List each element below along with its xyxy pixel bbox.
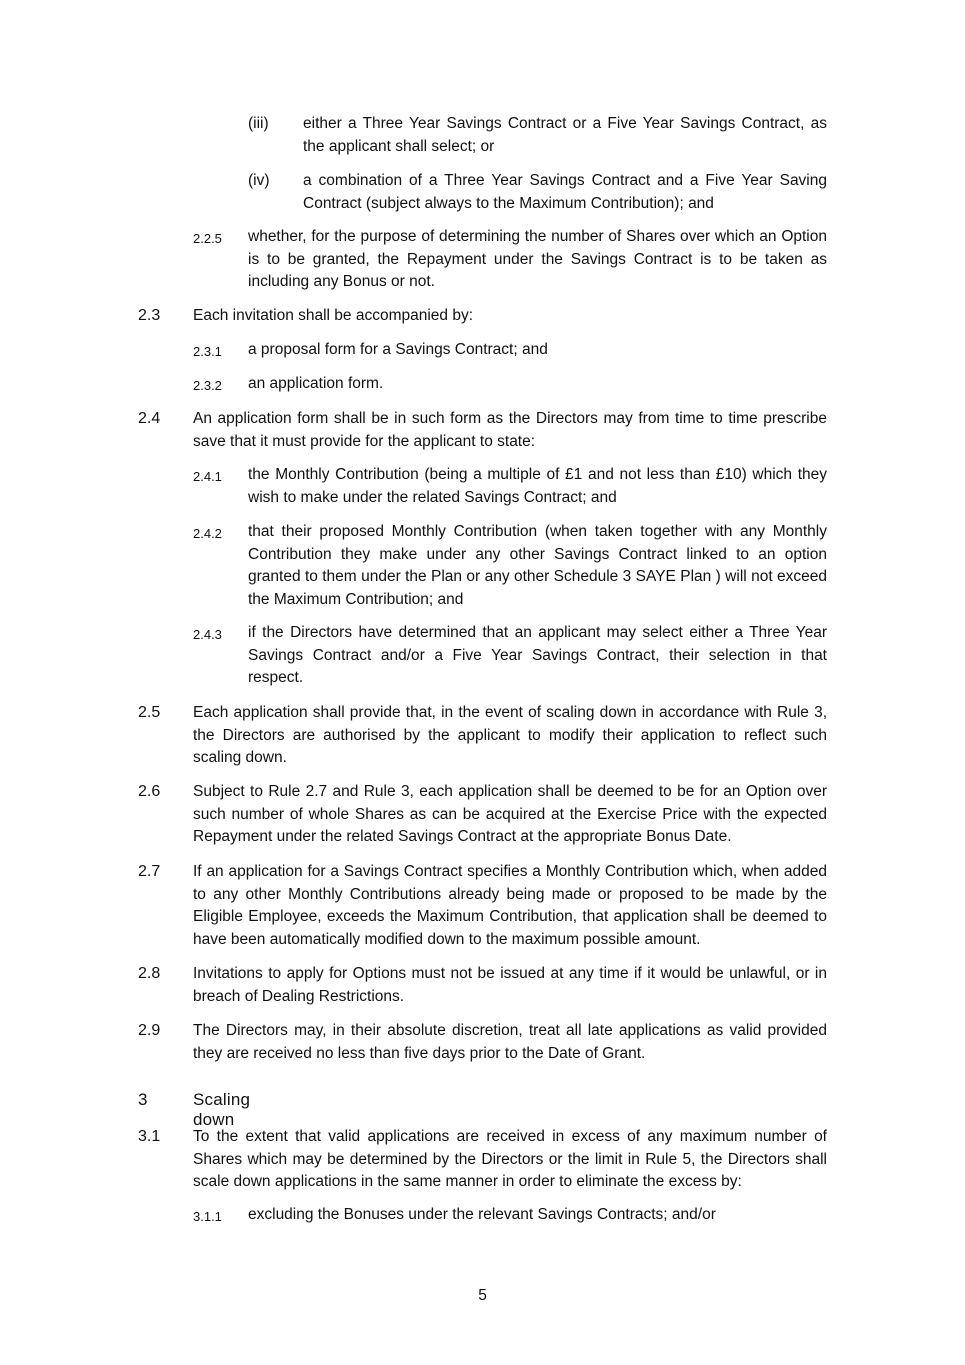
- clause-number: (iv): [248, 172, 270, 189]
- clause-number: 2.3: [138, 307, 161, 324]
- clause-text: To the extent that valid applications are received in excess of any maximum number of Shares which may be determined by the Directors or the limit in Rule 5, the Directors shall scale down applications in the same manner in order to eliminate the excess by:: [193, 1128, 827, 1190]
- clause-text: the Monthly Contribution (being a multiple of £1 and not less than £10) which they wish to make under the related Savings Contract; and: [248, 466, 827, 506]
- clause-number: 2.3.2: [193, 378, 222, 393]
- clause-text: a proposal form for a Savings Contract; and: [248, 341, 548, 358]
- clause-number: 2.4.1: [193, 469, 222, 484]
- clause-number: 2.4.3: [193, 627, 222, 642]
- clause-number: 2.7: [138, 863, 161, 880]
- clause-number: 2.9: [138, 1022, 161, 1039]
- clause-number: 2.4.2: [193, 526, 222, 541]
- clause-text: a combination of a Three Year Savings Contract and a Five Year Saving Contract (subject always to the Maximum Contribution); and: [303, 172, 827, 212]
- clause-text: that their proposed Monthly Contribution (when taken together with any Monthly Contribution they make under any other Savings Contract linked to an option granted to them under the Plan or any other Schedule 3 SAYE Plan ) will not exceed the Maximum Contribution; and: [248, 523, 827, 608]
- clause-number: 2.5: [138, 704, 161, 721]
- clause-text: If an application for a Savings Contract specifies a Monthly Contribution which, when added to any other Monthly Contributions already being made or proposed to be made by the Eligible Employee, exceeds the Maximum Contribution, that application shall be deemed to have been automatically modified down to the maximum possible amount.: [193, 863, 827, 948]
- clause-number: 2.4: [138, 410, 161, 427]
- clause-text: The Directors may, in their absolute discretion, treat all late applications as valid provided they are received no less than five days prior to the Date of Grant.: [193, 1022, 827, 1062]
- clause-text: an application form.: [248, 375, 384, 392]
- clause-text: Invitations to apply for Options must not be issued at any time if it would be unlawful, or in breach of Dealing Restrictions.: [193, 965, 827, 1005]
- clause-text: Each application shall provide that, in the event of scaling down in accordance with Rule 3, the Directors are authorised by the applicant to modify their application to reflect such scaling down.: [193, 704, 827, 766]
- clause-text: if the Directors have determined that an applicant may select either a Three Year Savings Contract and/or a Five Year Savings Contract, their selection in that respect.: [248, 624, 827, 686]
- clause-text: Subject to Rule 2.7 and Rule 3, each application shall be deemed to be for an Option over such number of whole Shares as can be acquired at the Exercise Price with the expected Repayment under the related Savings Contract at the appropriate Bonus Date.: [193, 783, 827, 845]
- clause-text: either a Three Year Savings Contract or a Five Year Savings Contract, as the applicant shall select; or: [303, 115, 827, 155]
- clause-number: 3.1: [138, 1128, 161, 1145]
- section-title: Scaling down: [193, 1090, 251, 1129]
- clause-number: (iii): [248, 115, 269, 132]
- clause-number: 2.3.1: [193, 344, 222, 359]
- section-number: 3: [138, 1090, 148, 1109]
- clause-number: 2.6: [138, 783, 161, 800]
- page-number: 5: [478, 1287, 487, 1304]
- clause-number: 2.8: [138, 965, 161, 982]
- clause-text: excluding the Bonuses under the relevant Savings Contracts; and/or: [248, 1206, 716, 1223]
- clause-text: Each invitation shall be accompanied by:: [193, 307, 474, 324]
- clause-text: An application form shall be in such form as the Directors may from time to time prescribe save that it must provide for the applicant to state:: [193, 410, 827, 450]
- clause-text: whether, for the purpose of determining the number of Shares over which an Option is to be granted, the Repayment under the Savings Contract is to be taken as including any Bonus or not.: [248, 228, 827, 290]
- clause-number: 2.2.5: [193, 231, 222, 246]
- clause-number: 3.1.1: [193, 1209, 222, 1224]
